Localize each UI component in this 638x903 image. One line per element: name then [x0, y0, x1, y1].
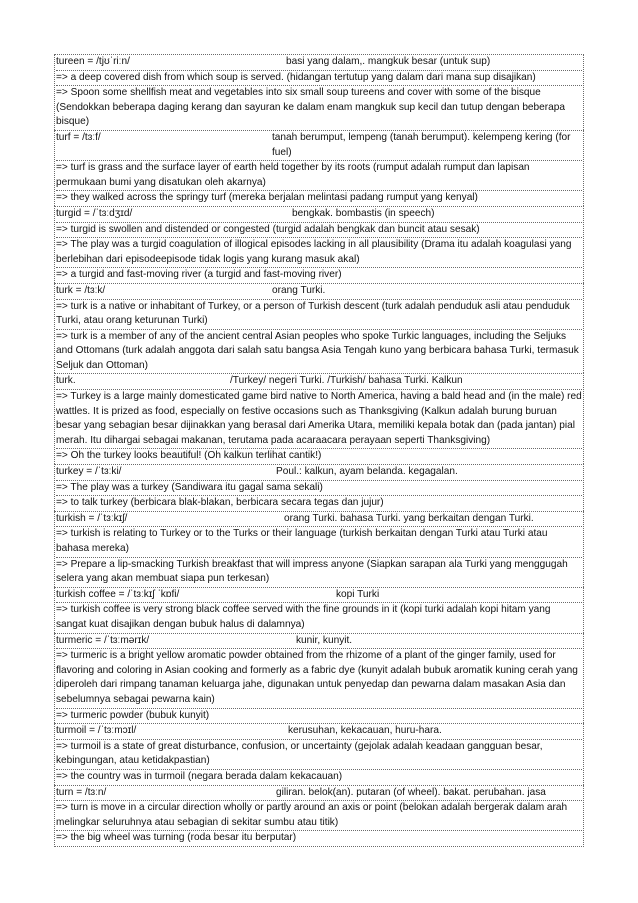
entry-example-line: => The play was a turkey (Sandiwara itu gagal sama sekali) — [56, 480, 582, 496]
entry-example-line: => turmeric is a bright yellow aromatic powder obtained from the rhizome of a plant of the ginger family, used for flavoring and coloring in Asian cooking and formerly as a fabric dye (kunyit adalah bubuk aromatik kuning cerah yang diperoleh dari rimpang tanaman keluarga jahe, digunakan untuk penyedap dan pewarna dalam masakan Asia dan sebelumnya sebagai pewarna kain) — [56, 648, 582, 707]
entry-example-line: => the big wheel was turning (roda besar itu berputar) — [56, 830, 582, 846]
entry-example-line: => to talk turkey (berbicara blak-blakan, berbicara secara tegas dan jujur) — [56, 495, 582, 511]
entry-example-line: => Turkey is a large mainly domesticated game bird native to North America, having a bald head and (in the male) red wattles. It is prized as food, especially on festive occasions such as Thanksgiving (Kalkun adalah burung buruan besar yang sebagian besar dijinakkan yang berasal dari Amerika Utara, memiliki kepala botak dan (pada jantan) pial merah. Itu dihargai sebagai makanan, terutama pada acaraacara perayaan seperti Thanksgiving) — [56, 389, 582, 448]
entry-headline — [56, 207, 582, 222]
entry-word: turgid = /ˈtɜːdʒɪd/ — [56, 207, 133, 219]
entry-example-line: => turk is a member of any of the ancient central Asian peoples who spoke Turkic languages, including the Seljuks and Ottomans (turk adalah anggota dari salah satu bangsa Asia Tengah kuno yang berbicara bahasa Turki, termasuk Seljuk dan Ottoman) — [56, 329, 582, 374]
dictionary-entry — [54, 373, 584, 464]
entry-meaning: kunir, kunyit. — [296, 634, 353, 646]
entry-headline — [56, 374, 582, 389]
dictionary-entry — [54, 283, 584, 374]
entry-headline — [56, 284, 582, 299]
entry-meaning: kopi Turki — [336, 588, 380, 600]
entry-meaning: /Turkey/ negeri Turki. /Turkish/ bahasa Turki. Kalkun — [230, 375, 463, 387]
entry-word: turkey = /ˈtɜːki/ — [56, 466, 122, 478]
entry-headline — [56, 55, 582, 70]
entry-example-line: => The play was a turgid coagulation of illogical episodes lacking in all plausibility (Drama itu adalah koagulasi yang berlebihan dari episodeepisode tidak logis yang kurang masuk akal) — [56, 237, 582, 267]
entry-example-line: => Prepare a lip-smacking Turkish breakfast that will impress anyone (Siapkan sarapan ala Turki yang menggugah selera yang akan membuat siapa pun terkesan) — [56, 557, 582, 587]
entry-example-line: => Spoon some shellfish meat and vegetables into six small soup tureens and cover with some of the bisque (Sendokkan beberapa daging kerang dan sayuran ke dalam enam mangkuk sup kecil dan tutup dengan beberapa bisque) — [56, 85, 582, 130]
entry-meaning: basi yang dalam,. mangkuk besar (untuk sup) — [286, 56, 491, 67]
entry-word: turk = /tɜːk/ — [56, 284, 106, 296]
entry-meaning: orang Turki. — [272, 284, 326, 296]
entry-meaning: giliran. belok(an). putaran (of wheel). bakat. perubahan. jasa — [276, 786, 546, 798]
entry-example-line: => turmoil is a state of great disturbance, confusion, or uncertainty (gejolak adalah keadaan gangguan besar, kebingungan, atau ketidakpastian) — [56, 739, 582, 769]
entry-headline — [56, 465, 582, 480]
entry-word: tureen = /tjʊˈriːn/ — [56, 56, 130, 67]
dictionary-entry — [54, 785, 584, 847]
entry-headline — [56, 634, 582, 649]
dictionary-entry — [54, 54, 584, 130]
dictionary-entry — [54, 633, 584, 724]
entry-word: turf = /tɜːf/ — [56, 131, 101, 143]
entry-word: turmeric = /ˈtɜːmərɪk/ — [56, 634, 150, 646]
dictionary-entry — [54, 130, 584, 206]
entry-meaning: kerusuhan, kekacauan, huru-hara. — [288, 725, 442, 737]
entry-meaning: orang Turki. bahasa Turki. yang berkaitan dengan Turki. — [284, 512, 534, 524]
dictionary-entry — [54, 464, 584, 511]
entry-word: turmoil = /ˈtɜːmɔɪl/ — [56, 725, 137, 737]
entry-example-line: => turkish coffee is very strong black coffee served with the fine grounds in it (kopi turki adalah kopi hitam yang sangat kuat disajikan dengan bubuk halus di dalamnya) — [56, 602, 582, 632]
entry-example-line: => turgid is swollen and distended or congested (turgid adalah bengkak dan buncit atau sesak) — [56, 222, 582, 238]
dictionary-table — [54, 54, 584, 847]
dictionary-entry — [54, 723, 584, 784]
entry-headline — [56, 131, 582, 160]
entry-example-line: => turkish is relating to Turkey or to the Turks or their language (turkish berkaitan dengan Turki atau Turki atau bahasa mereka) — [56, 526, 582, 556]
entry-example-line: => turmeric powder (bubuk kunyit) — [56, 708, 582, 724]
entry-headline — [56, 724, 582, 739]
entry-headline — [56, 786, 582, 801]
entry-meaning: Poul.: kalkun, ayam belanda. kegagalan. — [276, 466, 458, 478]
dictionary-entry — [54, 511, 584, 587]
entry-word: turkish coffee = /ˈtɜːkɪʃ ˈkɒfi/ — [56, 588, 180, 600]
entry-headline — [56, 512, 582, 527]
entry-example-line: => turn is move in a circular direction wholly or partly around an axis or point (belokan adalah bergerak dalam arah melingkar seluruhnya atau sebagian di sekitar sumbu atau titik) — [56, 800, 582, 830]
entry-example-line: => turk is a native or inhabitant of Turkey, or a person of Turkish descent (turk adalah penduduk asli atau penduduk Turki, atau orang keturunan Turki) — [56, 299, 582, 329]
entry-meaning: tanah berumput, lempeng (tanah berumput). kelempeng kering (for fuel) — [272, 131, 571, 158]
entry-example-line: => turf is grass and the surface layer of earth held together by its roots (rumput adalah rumput dan lapisan permukaan bumi yang disatukan oleh akarnya) — [56, 160, 582, 190]
entry-headline — [56, 588, 582, 603]
entry-word: turk. — [56, 375, 76, 387]
dictionary-entry — [54, 206, 584, 283]
entry-example-line: => the country was in turmoil (negara berada dalam kekacauan) — [56, 769, 582, 785]
entry-example-line: => a deep covered dish from which soup is served. (hidangan tertutup yang dalam dari mana sup disajikan) — [56, 70, 582, 86]
entry-example-line: => a turgid and fast-moving river (a turgid and fast-moving river) — [56, 267, 582, 283]
entry-example-line: => Oh the turkey looks beautiful! (Oh kalkun terlihat cantik!) — [56, 448, 582, 464]
dictionary-entry — [54, 587, 584, 633]
entry-word: turkish = /ˈtɜːkɪʃ/ — [56, 512, 128, 524]
entry-meaning: bengkak. bombastis (in speech) — [292, 207, 435, 219]
entry-example-line: => they walked across the springy turf (mereka berjalan melintasi padang rumput yang kenyal) — [56, 190, 582, 206]
entry-word: turn = /tɜːn/ — [56, 786, 107, 798]
